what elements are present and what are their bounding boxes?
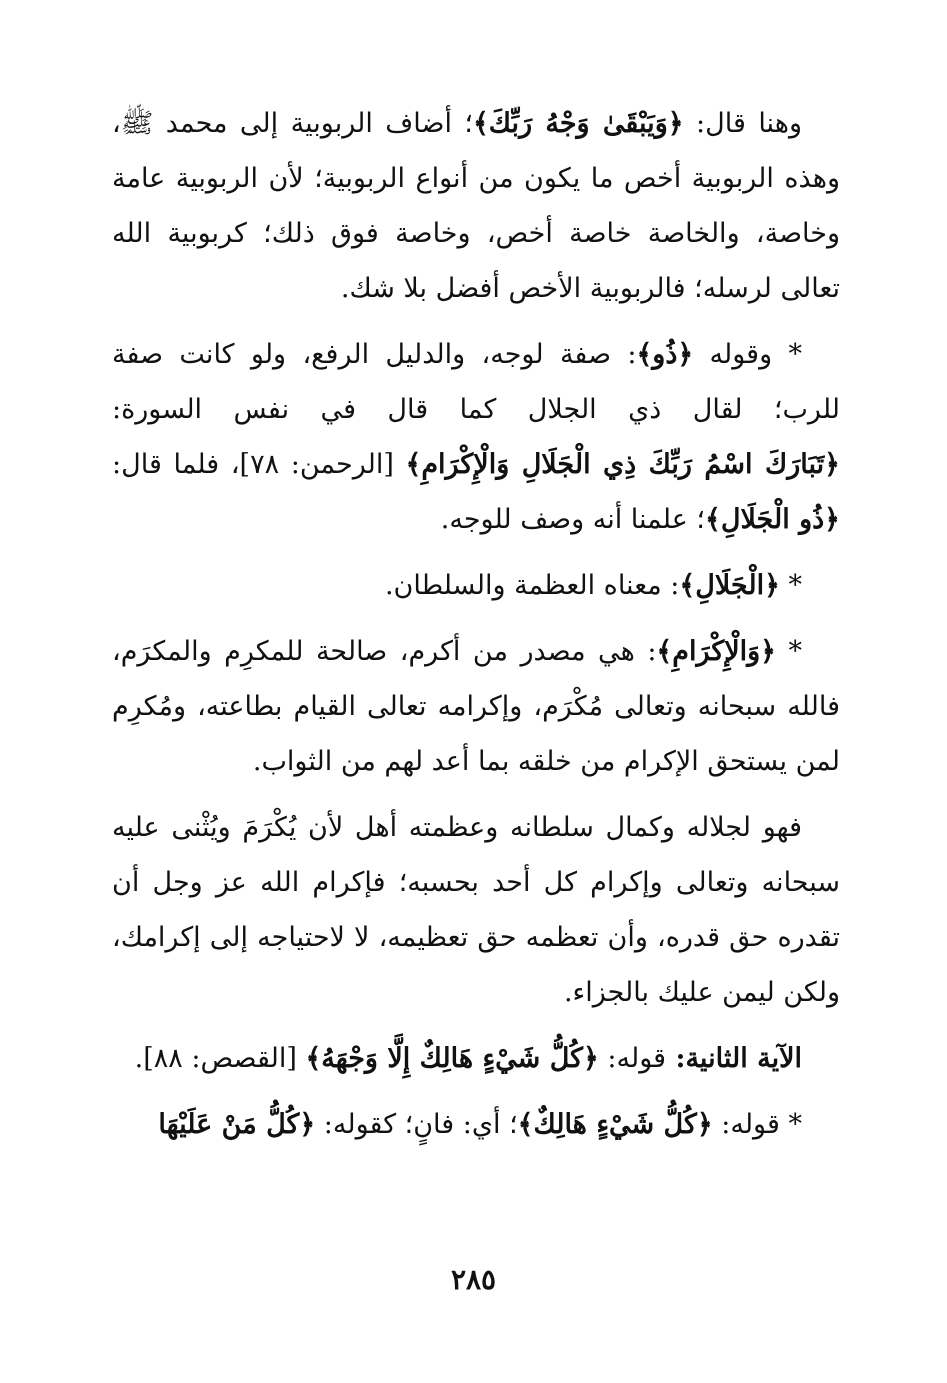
- text-segment: ؛ أضاف الربوبية إلى محمد ﷺ، وهذه الربوبية أخص ما يكون من أنواع الربوبية؛ لأن الربوبية عامة وخاصة، والخاصة خاصة أخص، وخاصة فوق ذلك؛ كربوبية الله تعالى لرسله؛ فالربوبية الأخص أفضل بلا شك.: [112, 108, 840, 304]
- text-segment: * وقوله: [693, 339, 802, 370]
- quran-quote: ﴿الْجَلَالِ﴾: [679, 570, 780, 601]
- text-segment: ؛ أي: فانٍ؛ كقوله:: [315, 1109, 518, 1140]
- quran-quote: ﴿وَيَبْقَىٰ وَجْهُ رَبِّكَ﴾: [472, 108, 684, 139]
- text-segment: وهنا قال:: [683, 108, 802, 139]
- text-segment: فهو لجلاله وكمال سلطانه وعظمته أهل لأن يُكْرَمَ ويُثْنى عليه سبحانه وتعالى وإكرام كل أحد بحسبه؛ فإكرام الله عز وجل أن تقدره حق قدره، وأن تعظمه حق تعظيمه، لا لاحتياجه إلى إكرامك، ولكن ليمن عليك بالجزاء.: [112, 812, 840, 1008]
- paragraph-dhu: [112, 327, 840, 547]
- quran-quote: ﴿ذُو الْجَلَالِ﴾: [705, 504, 840, 535]
- text-segment: ؛ علمنا أنه وصف للوجه.: [440, 504, 705, 535]
- quran-quote: ﴿وَالْإِكْرَامِ﴾: [656, 636, 776, 667]
- section-heading: الآية الثانية:: [666, 1043, 802, 1074]
- paragraph-second-verse: [112, 1031, 840, 1086]
- paragraph-halik: [112, 1097, 840, 1152]
- paragraph-ikram: [112, 624, 840, 789]
- text-segment: قوله:: [598, 1043, 667, 1074]
- verse-reference: [الرحمن: ٧٨]، فلما قال:: [112, 449, 406, 480]
- text-segment: *: [775, 636, 802, 667]
- paragraph-jalal: [112, 558, 840, 613]
- verse-reference: [القصص: ٨٨].: [134, 1043, 306, 1074]
- text-segment: : صفة لوجه، والدليل الرفع، ولو كانت صفة للرب؛ لقال ذي الجلال كما قال في نفس السورة:: [112, 339, 840, 425]
- text-segment: * قوله:: [712, 1109, 802, 1140]
- quran-quote: ﴿ذُو﴾: [636, 339, 694, 370]
- paragraph-rububiyyah: [112, 96, 840, 316]
- quran-quote: ﴿تَبَارَكَ اسْمُ رَبِّكَ ذِي الْجَلَالِ وَالْإِكْرَامِ﴾: [405, 449, 840, 480]
- paragraph-honoring-allah: [112, 800, 840, 1020]
- page-body: [112, 96, 840, 1163]
- quran-quote: ﴿كُلُّ شَيْءٍ هَالِكٌ إِلَّا وَجْهَهُ﴾: [305, 1043, 599, 1074]
- quran-quote: ﴿كُلُّ شَيْءٍ هَالِكٌ﴾: [517, 1109, 713, 1140]
- text-segment: : معناه العظمة والسلطان.: [384, 570, 680, 601]
- quran-quote: ﴿كُلُّ مَنْ عَلَيْهَا: [158, 1109, 316, 1140]
- text-segment: *: [779, 570, 802, 601]
- page-number: ٢٨٥: [450, 1263, 497, 1296]
- text-segment: : هي مصدر من أكرم، صالحة للمكرِم والمكرَم، فالله سبحانه وتعالى مُكْرَم، وإكرامه تعالى القيام بطاعته، ومُكرِم لمن يستحق الإكرام من خلقه بما أعد لهم من الثواب.: [112, 636, 840, 777]
